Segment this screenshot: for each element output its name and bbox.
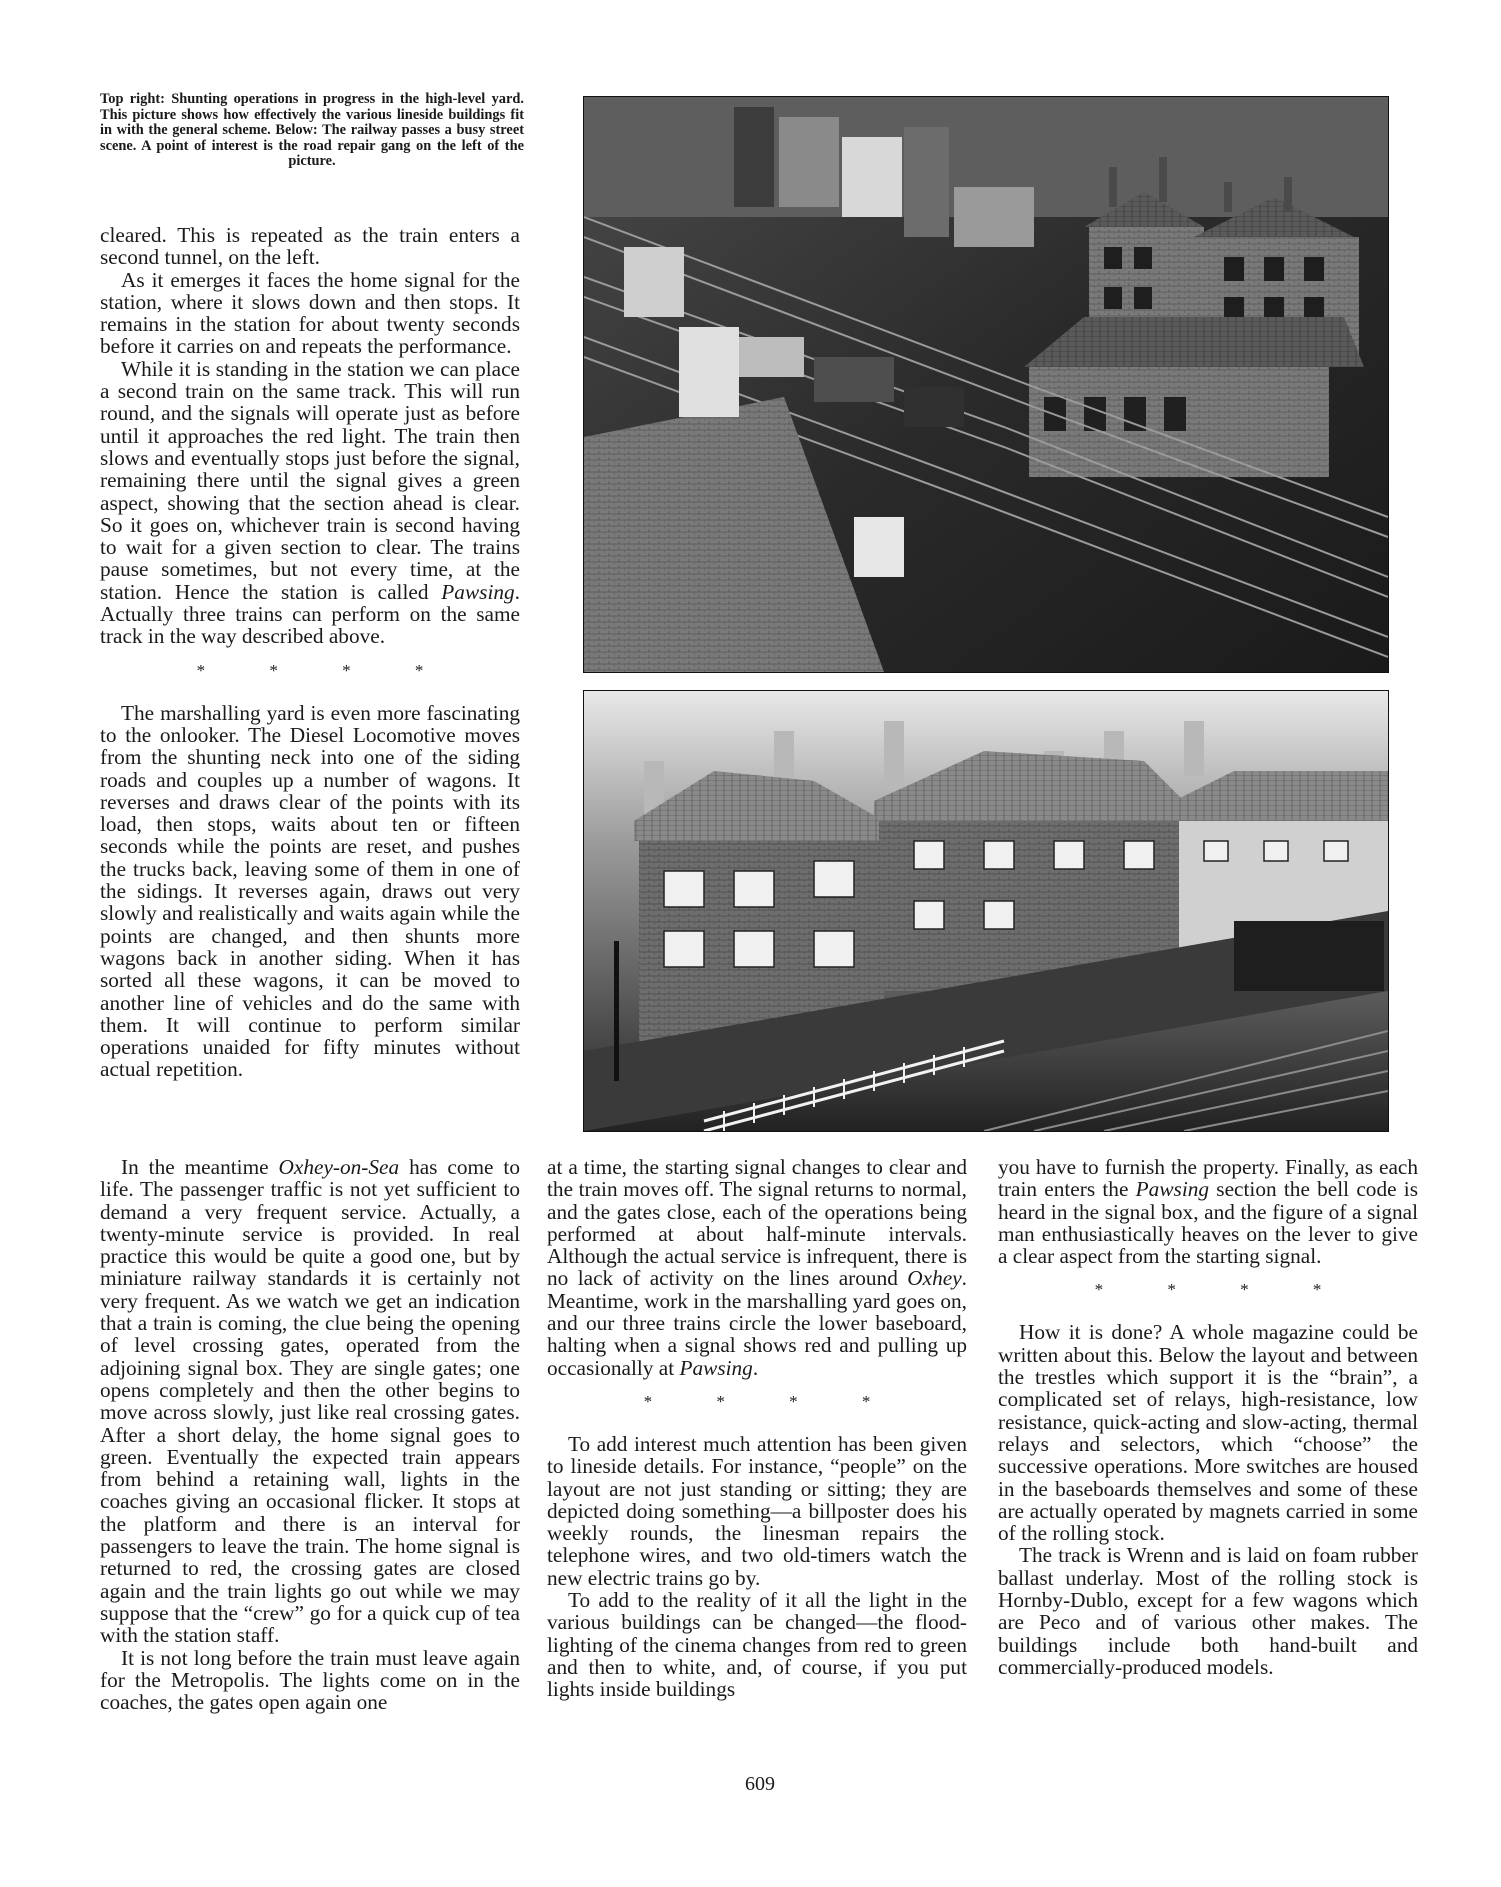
photo-caption: Top right: Shunting operations in progress in the high-level yard. This picture shows how effectively the various lineside buildings fit in with the general scheme. Below: The railway passes a busy street scene. A point of interest is the road repair gang on the left of the picture. bbox=[100, 91, 524, 170]
paragraph: As it emerges it faces the home signal for the station, where it slows down and then stops. It remains in the station for about twenty seconds before it carries on and repeats the performance. bbox=[100, 267, 520, 359]
paragraph: you have to furnish the property. Finally, as each train enters the Pawsing section the bell code is heard in the signal box, and the figure of a signal man enthusiastically heaves on the lever to give a clear aspect from the starting signal. bbox=[998, 1155, 1419, 1269]
section-break: * * * * bbox=[1094, 1280, 1352, 1300]
paragraph: The marshalling yard is even more fascinating to the onlooker. The Diesel Locomotive moves from the shunting neck into one of the siding roads and couples up a number of wagons. It reverses and draws clear of the points with its load, then stops, waits about ten or fifteen seconds while the points are reset, and pushes the trucks back, leaving some of them in one of the sidings. It reverses again, draws out very slowly and realistically and waits again while the points are changed, and then shunts more wagons back in another siding. When it has sorted all these wagons, it can be moved to another line of vehicles and do the same with them. It will continue to perform similar operations unaided for fifty minutes without actual repetition. bbox=[100, 700, 520, 1082]
photo-street-scene-image bbox=[584, 691, 1388, 1131]
paragraph: In the meantime Oxhey-on-Sea has come to life. The passenger traffic is not yet sufficient to demand a very frequent service. Actually, a twenty-minute service is provided. In real practice this would be quite a good one, but by miniature railway standards it is certainly not very frequent. As we watch we get an indication that a train is coming, the clue being the opening of level crossing gates, operated from the adjoining signal box. They are single gates; one opens completely and then the other begins to move across slowly, just like real crossing gates. After a short delay, the home signal goes to green. Eventually the expected train appears from behind a retaining wall, lights in the coaches giving an occasional flicker. It stops at the platform and there is an interval for passengers to leave the train. The home signal is returned to red, the crossing gates are closed again and the train lights go out while we may suppose that the “crew” go for a quick cup of tea with the station staff. bbox=[100, 1155, 520, 1648]
column-2 bbox=[547, 1156, 967, 1701]
photo-high-level-yard-image bbox=[584, 97, 1388, 672]
section-break: * * * * bbox=[196, 660, 454, 680]
photo-street-scene bbox=[583, 690, 1389, 1132]
column-1-top bbox=[100, 224, 520, 1081]
paragraph: The track is Wrenn and is laid on foam rubber ballast underlay. Most of the rolling stock is Hornby-Dublo, except for a few wagons which are Peco and of various other makes. The buildings include both hand-built and commercially-produced models. bbox=[998, 1543, 1418, 1679]
column-3 bbox=[998, 1156, 1418, 1678]
paragraph: How it is done? A whole magazine could be written about this. Below the layout and between the trestles which support it is the “brain”, a complicated set of relays, high-resistance, low resistance, quick-acting and slow-acting, thermal relays and selectors, which “choose” the successive operations. More switches are housed in the baseboards themselves and some of these are actually operated by magnets carried in some of the rolling stock. bbox=[998, 1320, 1418, 1546]
column-1-bottom bbox=[100, 1156, 520, 1713]
paragraph: at a time, the starting signal changes to clear and the train moves off. The signal returns to normal, and the gates close, each of the operations being performed at about half-minute intervals. Although the actual service is infrequent, there is no lack of activity on the lines around Oxhey. Meantime, work in the marshalling yard goes on, and our three trains circle the lower baseboard, halting when a signal shows red and pulling up occasionally at Pawsing. bbox=[547, 1155, 967, 1380]
page-number: 609 bbox=[745, 1773, 775, 1795]
paragraph: To add interest much attention has been given to lineside details. For instance, “people” on the layout are not just standing or sitting; they are depicted doing something—a billposter does his weekly rounds, the linesman repairs the telephone wires, and two old-timers watch the new electric trains go by. bbox=[547, 1431, 967, 1590]
paragraph: To add to the reality of it all the light in the various buildings can be changed—the flood-lighting of the cinema changes from red to green and then to white, and, of course, if you put lights inside buildings bbox=[547, 1588, 967, 1702]
paragraph: While it is standing in the station we can place a second train on the same track. This will run round, and the signals will operate just as before until it approaches the red light. The train then slows and eventually stops just before the signal, remaining there until the signal gives a green aspect, showing that the section ahead is clear. So it goes on, whichever train is second having to wait for a given section to clear. The trains pause sometimes, but not every time, at the station. Hence the station is called Pawsing. Actually three trains can perform on the same track in the way described above. bbox=[100, 356, 520, 649]
paragraph: cleared. This is repeated as the train enters a second tunnel, on the left. bbox=[100, 223, 520, 270]
paragraph: It is not long before the train must leave again for the Metropolis. The lights come on in the coaches, the gates open again one bbox=[100, 1645, 520, 1715]
photo-high-level-yard bbox=[583, 96, 1389, 673]
section-break: * * * * bbox=[643, 1391, 901, 1411]
